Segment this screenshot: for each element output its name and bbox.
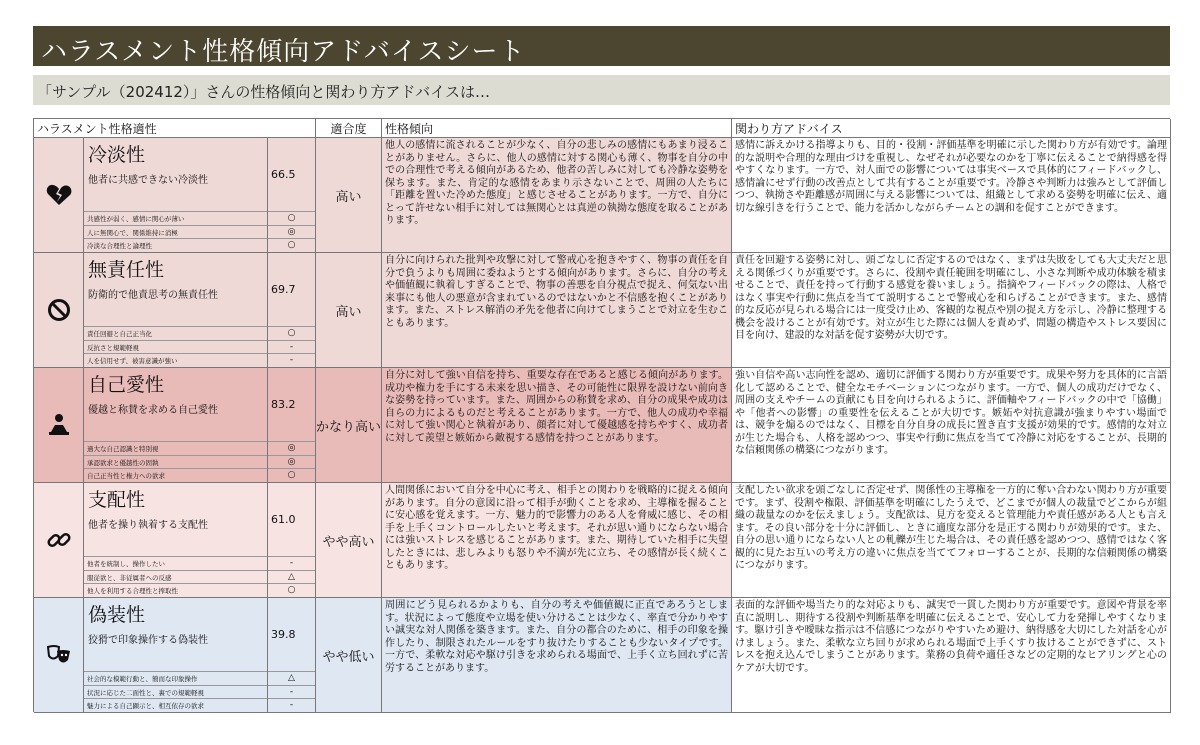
row-name-cell xyxy=(84,483,268,598)
row-fit: やや低い xyxy=(316,598,382,713)
row-name-cell xyxy=(84,253,268,368)
trait-mark: ◎ xyxy=(268,442,315,456)
trait-label: 社会的な模範行動と、簡而な印象操作 xyxy=(84,672,267,686)
trait-mark: ○ xyxy=(268,212,315,226)
trait-label: 反抗さと規範軽視 xyxy=(84,341,267,354)
advice-table xyxy=(33,118,1170,712)
page-title: ハラスメント性格傾向アドバイスシート xyxy=(41,37,526,67)
row-tendency: 自分に向けられた批判や攻撃に対して警戒心を抱きやすく、物事の責任を自分で負うよりも周囲に委ねようとする傾向があります。さらに、自分の考えや価値観に執着しすぎることで、物事の善悪を自分視点で捉え、何気ない出来事にも他人の悪意が含まれているのではないかと不信感を抱くことがあります。また、ストレス解消の矛先を他者に向けてしまうことで対立を生むこともあります。 xyxy=(382,253,732,368)
row-name: 冷淡性 xyxy=(88,144,146,166)
row-tendency: 周囲にどう見られるかよりも、自分の考えや価値観に正直であろうとします。状況によって態度や立場を使い分けることは少なく、率直で分かりやすい誠実な対人関係を築きます。また、自分の都合のために、相手の印象を操作したり、制限されたルールをすり抜けたりすることも少ないタイプです。一方で、柔軟な対応や駆け引きを求められる場面で、上手く立ち回れずに苦労することがあります。 xyxy=(382,598,732,713)
trait-label: 服従欲と、非従属者への反感 xyxy=(84,571,267,584)
row-score: 66.5 xyxy=(268,138,315,212)
trait-mark: - xyxy=(289,355,294,365)
trait-mark: - xyxy=(289,700,294,710)
row-tendency: 自分に対して強い自信を持ち、重要な存在であると感じる傾向があります。成功や権力を手にする未来を思い描き、その可能性に限界を設けない前向きな姿勢を持っています。また、周囲からの称賛を求め、自分の成果や成功は自らの力によるものだと考えることがあります。一方で、他人の成功や幸福に対して強い関心と執着があり、顔者に対して優越感を持ちやすく、成功者に対して羨望と嫉妬から敵視する感情を持つことがあります。 xyxy=(382,368,732,483)
trait-mark: - xyxy=(268,557,315,571)
row-name: 自己愛性 xyxy=(88,374,165,396)
trait-mark: ○ xyxy=(287,470,296,480)
trait-label: 他者を統制し、操作したい xyxy=(84,557,267,571)
row-score: 69.7 xyxy=(268,253,315,327)
title-bar xyxy=(33,26,1170,66)
row-advice: 表面的な評価や場当たり的な対応よりも、誠実で一貫した関わり方が重要です。意図や背景を率直に説明し、期待する役割や判断基準を明確に伝えることで、安心して力を発揮しやすくなります。駆け引きや曖昧な指示は不信感につながりやすいため避け、納得感を大切にした対話を心がけましょう。また、柔軟な立ち回りが求められる場面で上手くすり抜けることができずに、ストレスを抱え込んでしまうことがあります。業務の負荷や適任さなどの定期的なヒアリングと心のケアが大切です。 xyxy=(732,598,1171,713)
row-description: 優越と称賛を求める自己愛性 xyxy=(88,405,218,416)
trait-label: 状況に応じた二面性と、裏での規範軽視 xyxy=(84,686,267,699)
row-advice: 強い自信や高い志向性を認め、適切に評価する関わり方が重要です。成果や努力を具体的に言語化して認めることで、健全なモチベーションにつながります。一方で、個人の成功だけでなく、周囲の支えやチームの貢献にも目を向けられるように、評価軸やフィードバックの中で「協働」や「他者への影響」の重要性を伝えることが大切です。嫉妬や対抗意識が強まりやすい場面では、競争を煽るのではなく、目標を自分自身の成長に置き直す支援が効果的です。感情的な対立が生じた場合も、人格を認めつつ、事実や行動に焦点を当てて冷静に対応をすることが、長期的な信頼関係の構築につながります。 xyxy=(732,368,1171,483)
row-name-cell xyxy=(84,368,268,483)
subtitle-bar xyxy=(33,75,1170,105)
trait-label: 人に無関心で、関係維持に消極 xyxy=(84,226,267,239)
row-name: 無責任性 xyxy=(88,259,165,281)
row-advice: 感情に訴えかける指導よりも、目的・役割・評価基準を明確に示した関わり方が有効です。論理的な説明や合理的な理由づけを重視し、なぜそれが必要なのかを丁寧に伝えることで納得感を得やすくなります。一方で、対人面での影響については事実ベースで具体的にフィードバックし、感情論にせず行動の改善点として共有することが重要です。冷静さや判断力は強みとして評価しつつ、執拗さや距離感が周囲に与える影響については、組織として求める姿勢を明確に伝え、適切な線引きを行うことで、能力を活かしながらチームとの調和を促すことができます。 xyxy=(732,138,1171,253)
theater-masks-icon xyxy=(34,598,84,713)
trait-mark: - xyxy=(268,341,315,354)
header-fit: 適合度 xyxy=(316,119,382,138)
header-aptitude: ハラスメント性格適性 xyxy=(34,119,316,138)
row-advice: 支配したい欲求を頭ごなしに否定せず、関係性の主導権を一方的に奪い合わない関わり方が重要です。まず、役割や権限、評価基準を明確にしたうえで、どこまでが個人の裁量でどこからが組織の裁量なのかを伝えましょう。支配欲は、見方を変えると管理能力や責任感がある人とも言えます。その良い部分を十分に評価し、ときに適度な部分を是正する関わりが効果的です。また、自分の思い通りにならない人との軋轢が生じた場合は、その責任感を認めつつ、感情ではなく客観的に見たお互いの考え方の違いに焦点を当ててフォローすることが、長期的な信頼関係の構築につながります。 xyxy=(732,483,1171,598)
trait-label: 自己正当性と権力への欲求 xyxy=(87,472,165,480)
row-description: 狡猾で印象操作する偽装性 xyxy=(88,635,208,646)
row-name-cell xyxy=(84,138,268,253)
trait-mark: ◎ xyxy=(268,226,315,239)
trait-mark: ○ xyxy=(287,585,296,595)
trait-label: 他人を利用する合理性と搾取性 xyxy=(87,587,178,595)
row-score-cell xyxy=(268,253,316,368)
row-score-cell xyxy=(268,368,316,483)
row-fit: やや高い xyxy=(316,483,382,598)
row-score: 83.2 xyxy=(268,368,315,442)
trait-label: 共感性が弱く、感情に関心が薄い xyxy=(84,212,267,226)
trait-mark: ○ xyxy=(268,327,315,341)
page-subtitle: 「サンプル（202412）」さんの性格傾向と関わり方アドバイスは… xyxy=(37,83,490,101)
row-fit: 高い xyxy=(316,253,382,368)
trait-mark: ○ xyxy=(287,240,296,250)
row-score: 61.0 xyxy=(268,483,315,557)
broken-heart-icon xyxy=(34,138,84,253)
row-description: 他者を操り執着する支配性 xyxy=(88,520,208,531)
person-icon xyxy=(34,368,84,483)
row-description: 他者に共感できない冷淡性 xyxy=(88,175,208,186)
row-score-cell xyxy=(268,598,316,713)
header-tendency: 性格傾向 xyxy=(382,119,732,138)
chain-link-icon xyxy=(34,483,84,598)
trait-mark: △ xyxy=(268,571,315,584)
row-score: 39.8 xyxy=(268,598,315,672)
row-score-cell xyxy=(268,483,316,598)
row-fit: かなり高い xyxy=(316,368,382,483)
row-fit: 高い xyxy=(316,138,382,253)
trait-mark: - xyxy=(268,686,315,699)
prohibited-icon xyxy=(34,253,84,368)
row-description: 防衛的で他責思考の無責任性 xyxy=(88,290,218,301)
trait-label: 承認欲求と優越性の固執 xyxy=(84,456,267,469)
row-advice: 責任を回避する姿勢に対し、頭ごなしに否定するのではなく、まずは失敗をしても大丈夫だと思える関係づくりが重要です。さらに、役割や責任範囲を明確にし、小さな判断や成功体験を積ませることで、責任を持って行動する感覚を養いましょう。指摘やフィードバックの際は、人格ではなく事実や行動に焦点を当てて説明することで警戒心を和らげることができます。また、感情的な反応が見られる場合には一度受け止め、客観的な視点や別の捉え方を示し、冷静に整理する機会を設けることが有効です。対立が生じた際には個人を責めず、問題の構造やストレス要因に目を向け、建設的な対話を促す姿勢が大切です。 xyxy=(732,253,1171,368)
row-tendency: 他人の感情に流されることが少なく、自分の悲しみの感情にもあまり浸ることがありません。さらに、他人の感情に対する関心も薄く、物事を自分の中での合理性で考える傾向があるため、他者の苦しみに対しても冷静な姿勢を保ちます。また、肯定的な感情をあまり示さないことで、周囲の人たちに「距離を置いた冷めた態度」と感じさせることがあります。一方で、自分にとって許せない相手に対しては無関心とは真逆の執拗な態度を取ることがあります。 xyxy=(382,138,732,253)
trait-label: 責任回避と自己正当化 xyxy=(84,327,267,341)
row-name-cell xyxy=(84,598,268,713)
trait-label: 魅力による自己顕示と、相互依存の欲求 xyxy=(87,702,204,710)
row-name: 支配性 xyxy=(88,489,146,511)
trait-label: 過大な自己認識と特別視 xyxy=(84,442,267,456)
row-tendency: 人間関係において自分を中心に考え、相手との関わりを戦略的に捉える傾向があります。自分の意図に沿って相手が動くことを求め、主導権を握ることに安心感を覚えます。一方、魅力的で影響力のある人を脅威に感じ、その相手を上手くコントロールしたいと考えます。それが思い通りにならない場合には強いストレスを感じることがあります。また、期待していた相手に失望したときには、悲しみよりも怒りや不満が先に立ち、その感情が長く続くこともあります。 xyxy=(382,483,732,598)
trait-mark: ◎ xyxy=(268,456,315,469)
row-score-cell xyxy=(268,138,316,253)
row-name: 偽装性 xyxy=(88,604,146,626)
trait-label: 冷淡な合理性と論理性 xyxy=(87,242,152,250)
header-advice: 関わり方アドバイス xyxy=(732,119,1171,138)
trait-label: 人を信用せず、被害意識が強い xyxy=(87,357,178,365)
trait-mark: △ xyxy=(268,672,315,686)
